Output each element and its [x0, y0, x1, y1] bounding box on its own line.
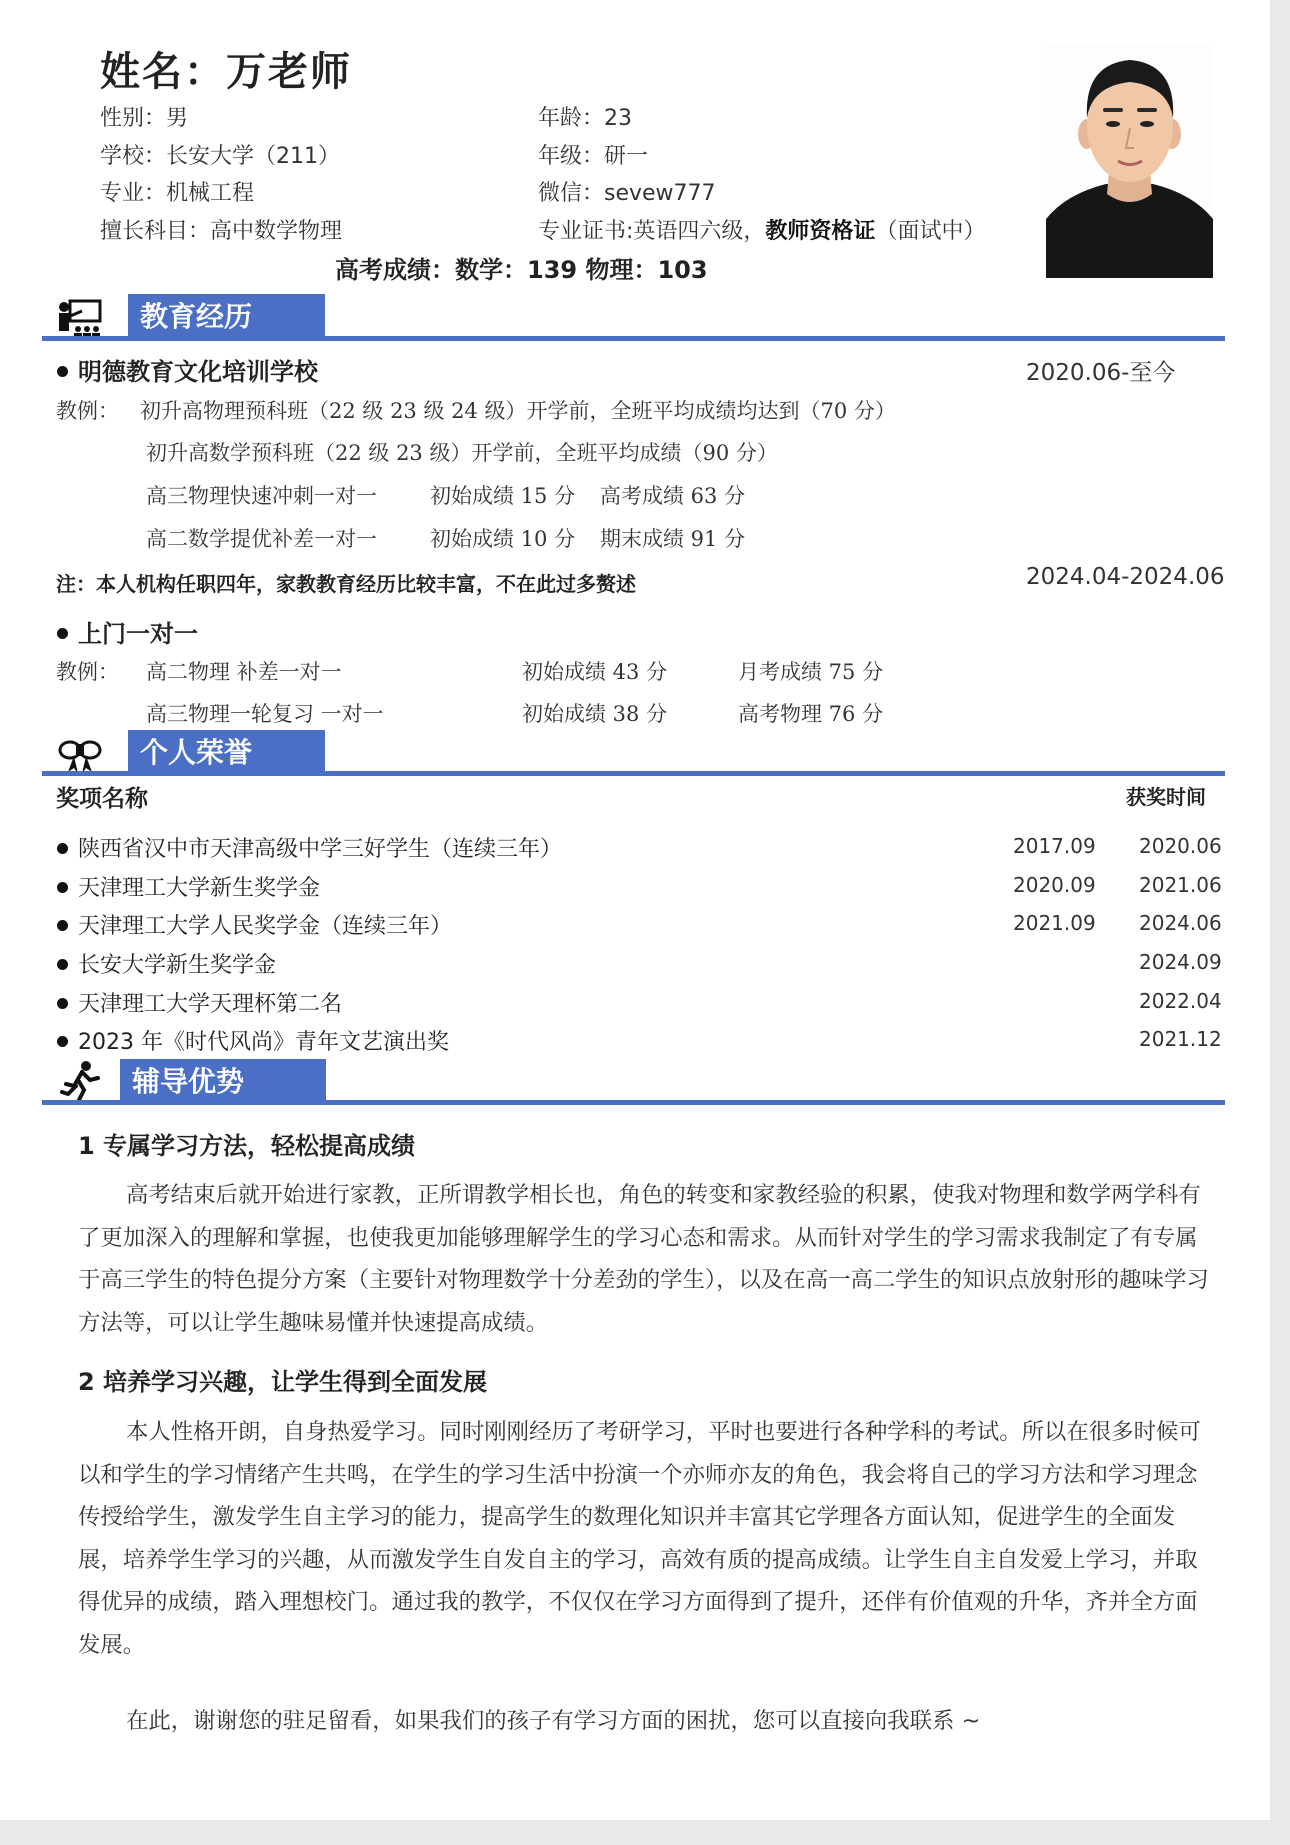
honor-end: 2022.04: [1139, 989, 1222, 1013]
home-row-2-result: 高考物理 76 分: [738, 702, 884, 726]
edu-row-2-course: 高二数学提优补差一对一: [146, 527, 377, 551]
edu-line-2: 初升高数学预科班（22 级 23 级）开学前，全班平均成绩（90 分）: [146, 441, 778, 465]
edu-row-1-initial: 初始成绩 15 分: [430, 484, 576, 508]
section-rule-education: [42, 336, 1225, 341]
home-tutoring-title: 上门一对一: [57, 614, 198, 649]
gender: 性别：男: [100, 106, 189, 131]
certificates: [538, 214, 985, 245]
honor-end: 2021.12: [1139, 1027, 1222, 1051]
home-row-1-course: 高二物理 补差一对一: [146, 660, 342, 684]
edu-line-1: 初升高物理预科班（22 级 23 级 24 级）开学前，全班平均成绩均达到（70 分）: [140, 399, 896, 423]
honor-end: 2024.09: [1139, 950, 1222, 974]
cert-teacher: 教师资格证: [765, 219, 876, 244]
honor-start: 2020.09: [1013, 873, 1096, 897]
running-person-icon: [56, 1060, 104, 1104]
home-row-2-initial: 初始成绩 38 分: [522, 702, 668, 726]
section-title-advantages: 辅导优势: [120, 1059, 326, 1105]
teacher-board-icon: [56, 297, 104, 341]
home-example-label: 教例：: [56, 660, 119, 684]
section-rule-advantages: [42, 1100, 1225, 1105]
closing-note: 在此，谢谢您的驻足留看，如果我们的孩子有学习方面的困扰，您可以直接向我联系 ~: [126, 1708, 981, 1734]
cert-prefix: 专业证书:英语四六级，: [538, 219, 766, 244]
edu-row-1-result: 高考成绩 63 分: [600, 484, 746, 508]
home-row-2-course: 高三物理一轮复习 一对一: [146, 702, 384, 726]
teacher-name: 姓名：万老师: [100, 49, 352, 95]
honor-end: 2020.06: [1139, 834, 1222, 858]
honor-item: 天津理工大学人民奖学金（连续三年）: [57, 909, 452, 940]
grade: 年级：研一: [538, 144, 649, 169]
section-title-honors: 个人荣誉: [128, 730, 325, 776]
honor-start: 2021.09: [1013, 911, 1096, 935]
honor-start: 2017.09: [1013, 834, 1096, 858]
honors-col-time: 获奖时间: [1126, 785, 1206, 809]
honors-col-name: 奖项名称: [56, 786, 148, 812]
honor-item: 天津理工大学新生奖学金: [57, 871, 320, 902]
honor-end: 2024.06: [1139, 911, 1222, 935]
home-row-1-result: 月考成绩 75 分: [738, 660, 884, 684]
subjects: 擅长科目：高中数学物理: [100, 219, 343, 244]
section-title-education: 教育经历: [128, 294, 325, 340]
example-label: 教例：: [56, 399, 119, 423]
profile-photo: [1046, 44, 1213, 278]
org-date: 2020.06-至今: [1026, 360, 1176, 386]
gaokao-score: 高考成绩：数学：139 物理：103: [335, 256, 708, 284]
honor-item: 长安大学新生奖学金: [57, 948, 276, 979]
advantage-paragraph-2: 本人性格开朗，自身热爱学习。同时刚刚经历了考研学习，平时也要进行各种学科的考试。所以在很多时候可以和学生的学习情绪产生共鸣，在学生的学习生活中扮演一个亦师亦友的角色，我会将自己的学习方法和学习理念传授给学生，激发学生自主学习的能力，提高学生的数理化知识并丰富其它学理各方面认知，促进学生的全面发展，培养学生学习的兴趣，从而激发学生自发自主的学习，高效有质的提高成绩。让学生自主自发爱上学习，并取得优异的成绩，踏入理想校门。通过我的教学，不仅仅在学习方面得到了提升，还伴有价值观的升华，齐并全方面发展。: [78, 1419, 1201, 1658]
note-date: 2024.04-2024.06: [1026, 564, 1225, 590]
major: 专业：机械工程: [100, 181, 255, 206]
wechat: 微信：sevew777: [538, 181, 716, 206]
advantage-heading-1: 1 专属学习方法，轻松提高成绩: [78, 1132, 416, 1160]
edu-note: 注：本人机构任职四年，家教教育经历比较丰富，不在此过多赘述: [56, 572, 636, 596]
section-rule-honors: [42, 771, 1225, 776]
cert-suffix: （面试中）: [875, 219, 986, 244]
org-name: 明德教育文化培训学校: [57, 352, 318, 387]
edu-row-1-course: 高三物理快速冲刺一对一: [146, 484, 377, 508]
advantage-paragraph-1: 高考结束后就开始进行家教，正所谓教学相长也，角色的转变和家教经验的积累，使我对物理和数学两学科有了更加深入的理解和掌握，也使我更加能够理解学生的学习心态和需求。从而针对学生的学习需求我制定了有专属于高三学生的特色提分方案（主要针对物理数学十分差劲的学生），以及在高一高二学生的知识点放射形的趣味学习方法等，可以让学生趣味易懂并快速提高成绩。: [78, 1182, 1209, 1336]
honor-end: 2021.06: [1139, 873, 1222, 897]
edu-row-2-result: 期末成绩 91 分: [600, 527, 746, 551]
honor-item: 陕西省汉中市天津高级中学三好学生（连续三年）: [57, 832, 562, 863]
home-row-1-initial: 初始成绩 43 分: [522, 660, 668, 684]
age: 年龄：23: [538, 106, 632, 131]
edu-row-2-initial: 初始成绩 10 分: [430, 527, 576, 551]
honor-item: 天津理工大学天理杯第二名: [57, 987, 342, 1018]
honor-item: 2023 年《时代风尚》青年文艺演出奖: [57, 1025, 449, 1056]
school: 学校：长安大学（211）: [100, 144, 340, 169]
advantage-heading-2: 2 培养学习兴趣，让学生得到全面发展: [78, 1368, 488, 1396]
